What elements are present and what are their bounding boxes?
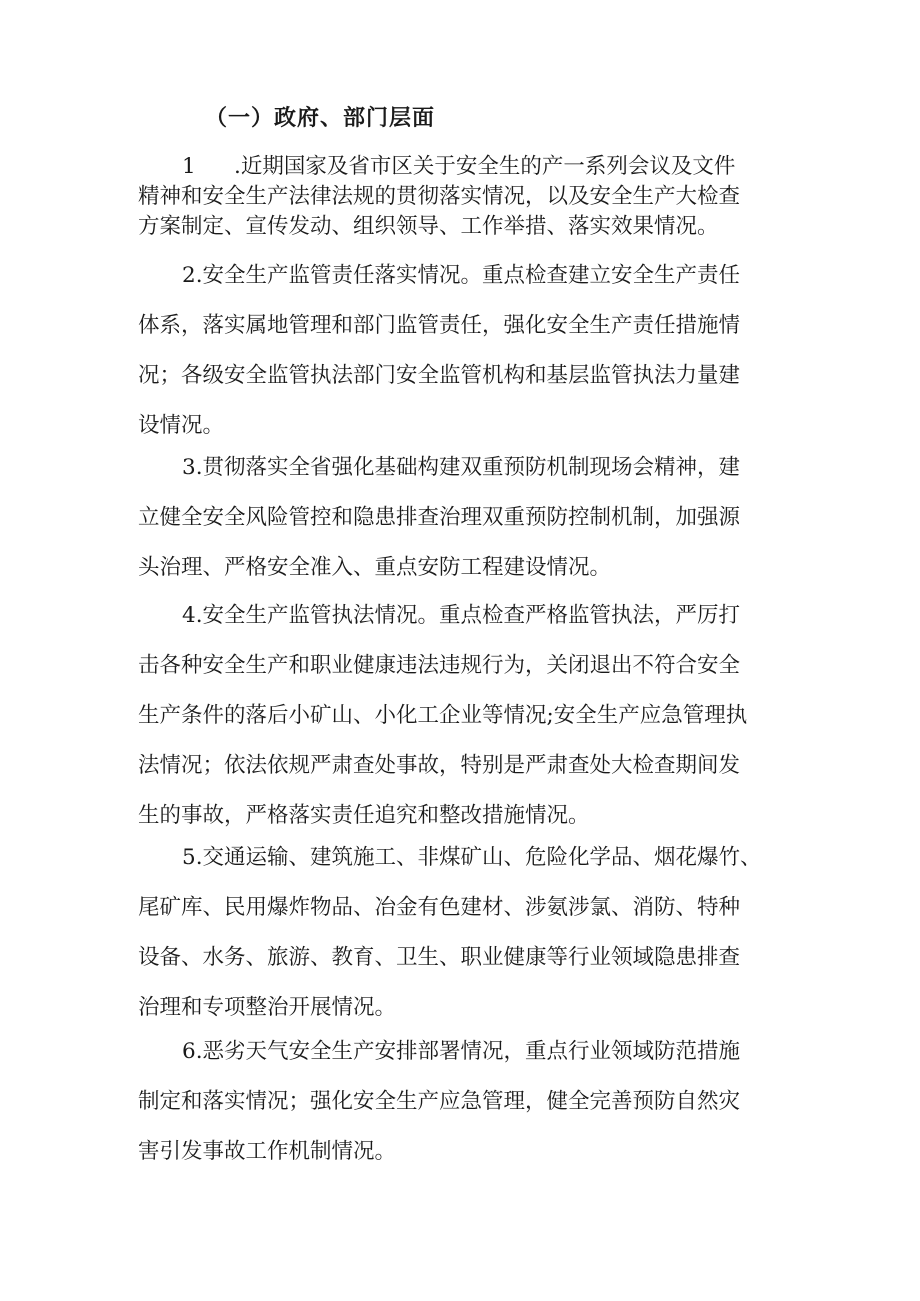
item-3-line-1: 3.贯彻落实全省强化基础构建双重预防机制现场会精神，建: [138, 443, 798, 493]
item-4-line-2: 击各种安全生产和职业健康违法违规行为，关闭退出不符合安全: [138, 653, 741, 678]
item-6-line-2: 制定和落实情况；强化安全生产应急管理，健全完善预防自然灾: [138, 1089, 741, 1114]
item-3: [138, 443, 798, 593]
item-3-line-3: 头治理、严格安全准入、重点安防工程建设情况。: [138, 555, 612, 580]
item-5-line-1: 5.交通运输、建筑施工、非煤矿山、危险化学品、烟花爆竹、: [138, 833, 798, 883]
item-6-line-1: 6.恶劣天气安全生产安排部署情况，重点行业领域防范措施: [138, 1027, 798, 1077]
item-5-line-2: 尾矿库、民用爆炸物品、冶金有色建材、涉氨涉氯、消防、特种: [138, 895, 741, 920]
item-1-number: 1: [182, 154, 196, 179]
item-2: [138, 251, 798, 451]
item-5-line-4: 治理和专项整治开展情况。: [138, 995, 397, 1020]
item-5-line-3: 设备、水务、旅游、教育、卫生、职业健康等行业领域隐患排查: [138, 945, 741, 970]
item-5: [138, 833, 798, 1033]
item-6: [138, 1027, 798, 1177]
item-1: [138, 152, 798, 242]
item-3-number: 3: [182, 455, 196, 480]
item-4-line-5: 生的事故，严格落实责任追究和整改措施情况。: [138, 803, 590, 828]
item-4-line-1: 4.安全生产监管执法情况。重点检查严格监管执法，严厉打: [138, 591, 798, 641]
item-6-line-3: 害引发事故工作机制情况。: [138, 1139, 397, 1164]
item-4-line-4: 法情况；依法依规严肃查处事故，特别是严肃查处大检查期间发: [138, 753, 741, 778]
item-4-number: 4: [182, 603, 196, 628]
item-2-line-4: 设情况。: [138, 413, 225, 438]
item-1-line-3: 方案制定、宣传发动、组织领导、工作举措、落实效果情况。: [138, 214, 719, 239]
item-4: [138, 591, 798, 841]
item-1-line-1: 1 .近期国家及省市区关于安全生的产一系列会议及文件: [138, 152, 798, 182]
item-3-line-2: 立健全安全风险管控和隐患排查治理双重预防控制机制，加强源: [138, 505, 741, 530]
item-5-number: 5: [182, 845, 196, 870]
item-4-line-3: 生产条件的落后小矿山、小化工企业等情况;安全生产应急管理执: [138, 703, 748, 728]
item-2-number: 2: [182, 263, 196, 288]
item-2-line-3: 况；各级安全监管执法部门安全监管机构和基层监管执法力量建: [138, 363, 741, 388]
item-6-number: 6: [182, 1039, 196, 1064]
item-2-line-2: 体系，落实属地管理和部门监管责任，强化安全生产责任措施情: [138, 313, 741, 338]
item-2-line-1: 2.安全生产监管责任落实情况。重点检查建立安全生产责任: [138, 251, 798, 301]
item-1-line-2: 精神和安全生产法律法规的贯彻落实情况，以及安全生产大检查: [138, 184, 741, 209]
section-heading: （一）政府、部门层面: [205, 105, 436, 131]
